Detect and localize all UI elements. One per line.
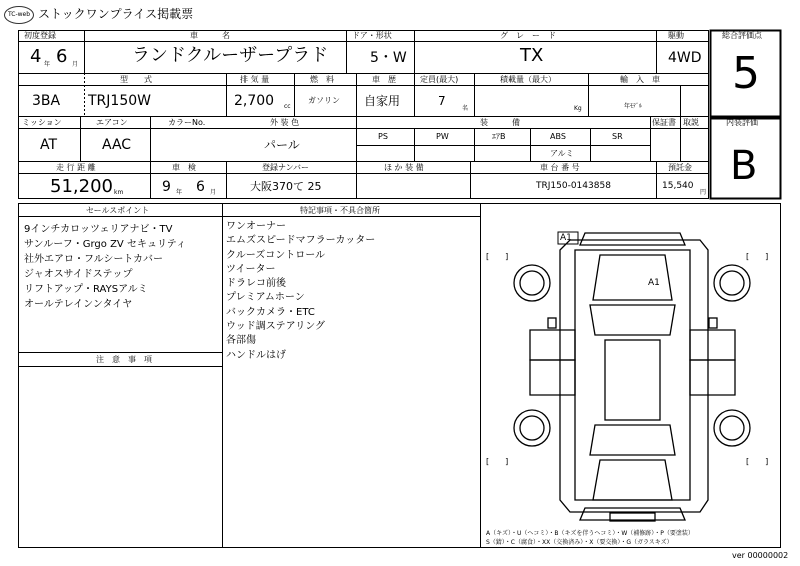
reg-year: 4	[30, 46, 42, 67]
grade-value: TX	[520, 45, 544, 66]
mission-value: AT	[40, 137, 58, 153]
equip-alloy: アルミ	[550, 149, 574, 158]
label-exterior-color: 外 装 色	[270, 118, 300, 127]
door-shape-value: 5・W	[370, 50, 407, 66]
special-note-item: ツイーター	[226, 263, 276, 275]
label-displacement: 排 気 量	[240, 75, 270, 84]
label-capacity: 定員(最大)	[420, 75, 459, 84]
equip-sr: SR	[612, 132, 623, 141]
special-note-item: クルーズコントロール	[226, 249, 325, 261]
label-car-name: 車 名	[190, 31, 230, 40]
equip-pw: PW	[436, 132, 449, 141]
special-notes-list	[226, 220, 375, 363]
chassis-no-value: TRJ150-0143858	[536, 181, 611, 191]
company-logo: TC-web	[4, 6, 34, 24]
label-equipment: 装 備	[480, 118, 520, 127]
legend-line-1: A（キズ）・U（ヘコミ）・B（キズを伴うヘコミ）・W（補修跡）・P（要塗装）	[486, 530, 694, 537]
label-plate: 登録ナンバー	[262, 163, 310, 172]
label-cautions: 注 意 事 項	[96, 355, 152, 364]
sales-point-item: 社外エアロ・フルシートカバー	[24, 254, 164, 265]
displacement-unit: cc	[284, 103, 291, 110]
label-chassis-no: 車 台 番 号	[540, 163, 580, 172]
plate-value: 大阪370て 25	[250, 180, 322, 193]
special-note-item: 各部傷	[226, 335, 256, 347]
equip-ps: PS	[378, 132, 388, 141]
equip-airbag: ｴｱB	[492, 132, 506, 141]
special-note-item: エムズスピードマフラーカッター	[226, 235, 376, 247]
car-diagram	[514, 232, 750, 521]
sales-point-item: ジャオスサイドステップ	[24, 269, 133, 280]
mileage-value: 51,200	[50, 176, 113, 197]
exterior-color-value: パール	[264, 138, 300, 152]
label-payload: 積載量（最大）	[500, 75, 556, 84]
label-door-shape: ドア・形状	[352, 31, 392, 40]
aircon-value: AAC	[102, 137, 132, 153]
special-note-item: ウッド調ステアリング	[226, 321, 325, 333]
reg-month-unit: 月	[72, 61, 79, 68]
equip-abs: ABS	[550, 132, 566, 141]
interior-score-value: B	[730, 143, 758, 189]
model-prefix-value: 3BA	[32, 93, 61, 109]
bracket-right-rear: [ ]	[746, 457, 769, 466]
special-note-item: ドラレコ前後	[226, 278, 286, 290]
label-first-reg: 初度登録	[24, 31, 56, 40]
legend-line-2: S（錆）・C（腐食）・XX（交換済み）・X（要交換）・G（ガラスキズ）	[486, 539, 673, 546]
insp-year-unit: 年	[176, 189, 183, 196]
price-value: 15,540	[662, 181, 694, 191]
label-warranty: 保証書	[652, 118, 676, 127]
form-title: ストックワンプライス掲載票	[38, 7, 194, 21]
bracket-right-front: [ ]	[746, 252, 769, 261]
sales-point-item: オールテレインンタイヤ	[24, 299, 133, 310]
model-value: TRJ150W	[88, 93, 151, 109]
special-note-item: プレミアムホーン	[226, 292, 305, 304]
label-import: 輸 入 車	[620, 75, 660, 84]
special-note-item: バックカメラ・ETC	[226, 306, 315, 318]
label-color-no: カラーNo.	[168, 118, 206, 127]
import-unit: 年ﾓﾃﾞﾙ	[624, 103, 643, 110]
capacity-value: 7	[438, 94, 446, 108]
sales-point-item: リフトアップ・RAYSアルミ	[24, 284, 148, 295]
payload-unit: Kg	[574, 105, 582, 112]
insp-month-unit: 月	[210, 189, 217, 196]
label-price: 預託金	[668, 163, 692, 172]
label-model: 型 式	[120, 75, 152, 84]
history-value: 自家用	[364, 94, 401, 108]
fuel-value: ガソリン	[308, 96, 340, 105]
price-unit: 円	[700, 189, 707, 196]
damage-mark-hood: A1	[648, 278, 660, 288]
label-overall-score: 総合評価点	[722, 31, 762, 40]
mileage-unit: km	[114, 189, 124, 196]
car-name-value: ランドクルーザープラド	[132, 45, 329, 66]
label-mileage: 走 行 距 離	[56, 163, 96, 172]
special-note-item: ハンドルはげ	[226, 349, 286, 361]
sales-points-list	[24, 222, 186, 312]
capacity-unit: 名	[462, 105, 469, 112]
sales-point-item: 9インチカロッツェリアナビ・TV	[24, 224, 173, 235]
label-inspection: 車 検	[172, 163, 196, 172]
damage-mark-bumper: A1	[560, 233, 572, 243]
label-mission: ミッション	[22, 118, 62, 127]
label-grade: グ レ ー ド	[500, 31, 556, 40]
drive-value: 4WD	[668, 50, 702, 66]
label-history: 車 歴	[372, 75, 396, 84]
label-manual: 取説	[683, 118, 699, 127]
label-other-equipment: ほ か 装 備	[384, 163, 424, 172]
insp-month: 6	[196, 179, 205, 195]
label-interior-score: 内装評価	[726, 118, 758, 127]
bracket-left-front: [ ]	[486, 252, 509, 261]
insp-year: 9	[162, 179, 171, 195]
reg-month: 6	[56, 46, 68, 67]
label-special-notes: 特記事項・不具合箇所	[300, 206, 380, 215]
reg-year-unit: 年	[44, 61, 51, 68]
special-note-item: ワンオーナー	[226, 221, 286, 232]
displacement-value: 2,700	[234, 93, 275, 109]
label-sales-points: セールスポイント	[86, 206, 150, 215]
label-drive: 駆動	[668, 31, 684, 40]
version-label: ver 00000002	[732, 551, 789, 560]
sales-point-item: サンルーフ・Grgo ZV セキュリティ	[24, 239, 186, 250]
label-fuel: 燃 料	[310, 75, 334, 84]
overall-score-value: 5	[732, 48, 760, 99]
bracket-left-rear: [ ]	[486, 457, 509, 466]
label-aircon: エアコン	[96, 118, 128, 127]
